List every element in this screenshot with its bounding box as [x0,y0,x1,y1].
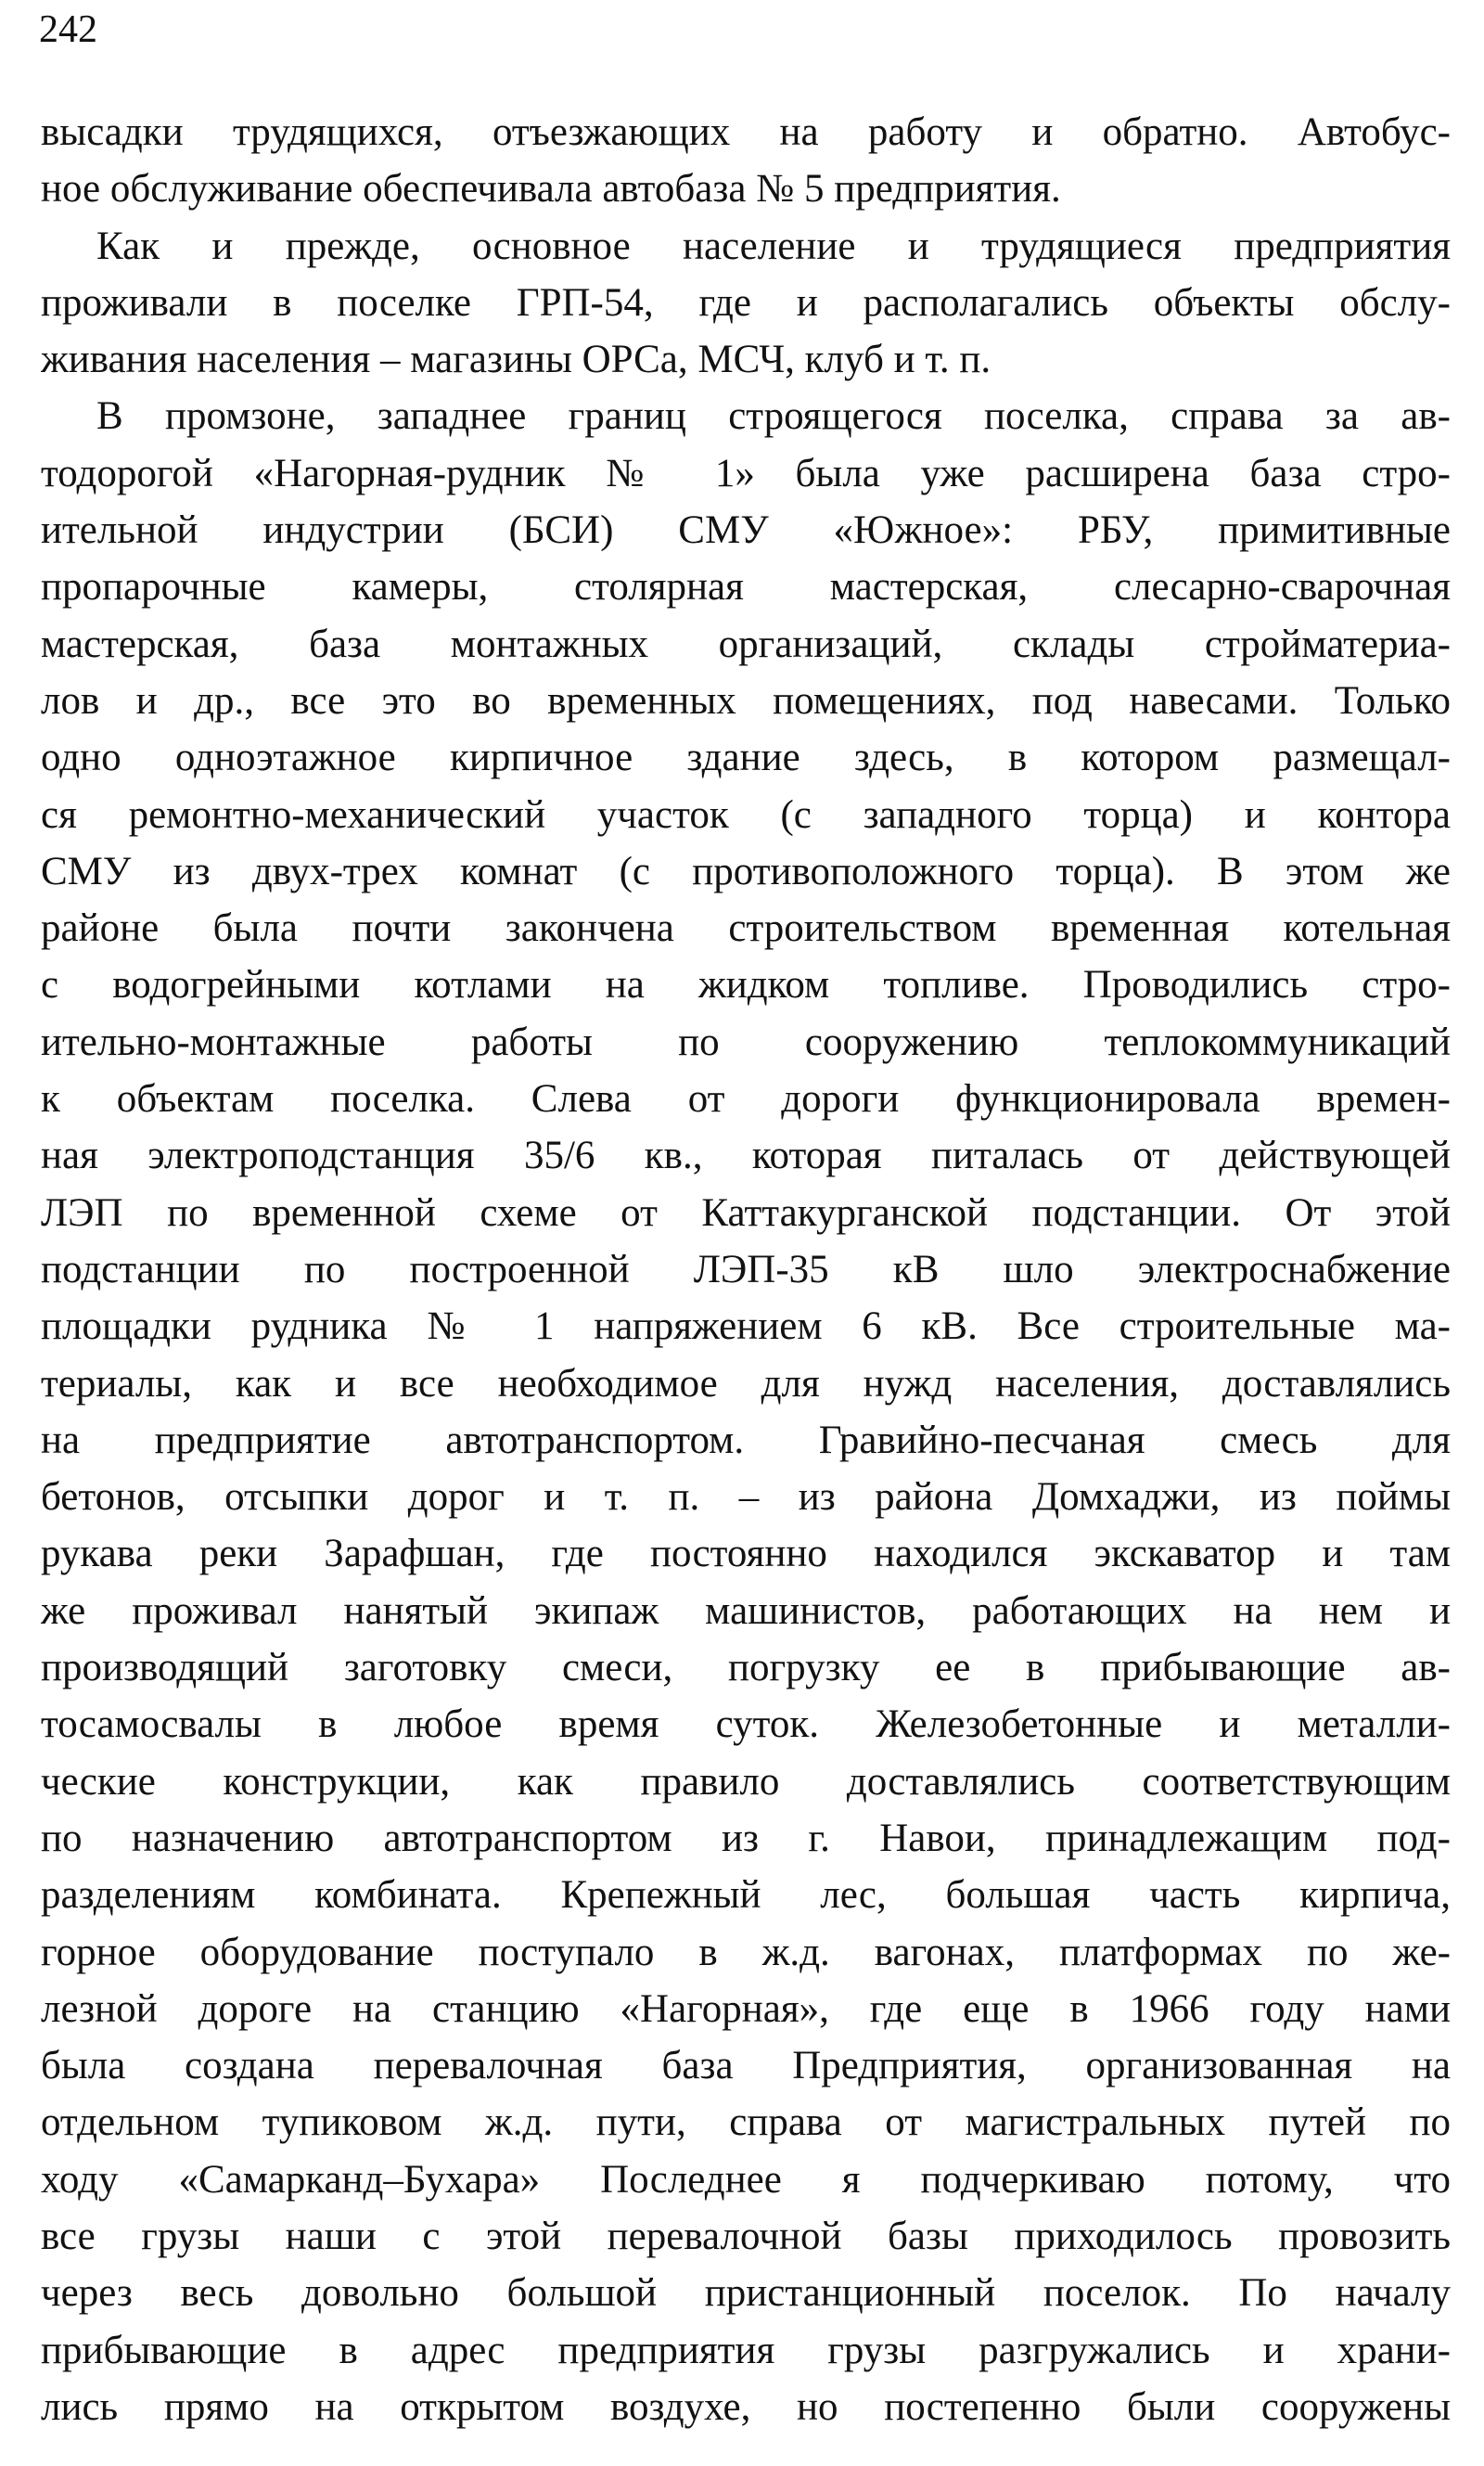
text-line: ительно-монтажные работы по сооружению теплокоммуникаций [41,1020,1451,1064]
text-line: лезной дороге на станцию «Нагорная», где еще в 1966 году нами [41,1986,1451,2031]
text-line: районе была почти закончена строительством временная котельная [41,906,1451,951]
text-line: лов и др., все это во временных помещениях, под навесами. Только [41,678,1451,723]
text-line: проживали в поселке ГРП-54, где и располагались объекты обслу- [41,280,1451,325]
text-line: отдельном тупиковом ж.д. пути, справа от магистральных путей по [41,2100,1451,2145]
text-line: через весь довольно большой пристанционный поселок. По началу [41,2271,1451,2316]
text-line: пропарочные камеры, столярная мастерская, слесарно-сварочная [41,565,1451,610]
text-line: СМУ из двух-трех комнат (с противоположного торца). В этом же [41,849,1451,893]
text-line: на предприятие автотранспортом. Гравийно-песчаная смесь для [41,1418,1451,1462]
text-line: живания населения – магазины ОРСа, МСЧ, клуб и т. п. [41,338,991,382]
text-line: разделениям комбината. Крепежный лес, большая часть кирпича, [41,1873,1451,1918]
text-line: прибывающие в адрес предприятия грузы разгружались и храни- [41,2328,1451,2372]
text-line: все грузы наши с этой перевалочной базы приходилось провозить [41,2214,1451,2258]
text-line: горное оборудование поступало в ж.д. вагонах, платформах по же- [41,1930,1451,1974]
text-line: производящий заготовку смеси, погрузку ее в прибывающие ав- [41,1646,1451,1690]
text-line: ходу «Самарканд–Бухара» Последнее я подчеркиваю потому, что [41,2157,1451,2202]
text-line: рукава реки Зарафшан, где постоянно находился экскаватор и там [41,1532,1451,1576]
text-line: по назначению автотранспортом из г. Навои, принадлежащим под- [41,1816,1451,1860]
text-line: подстанции по построенной ЛЭП-35 кВ шло электроснабжение [41,1247,1451,1291]
text-line: лись прямо на открытом воздухе, но постепенно были сооружены [41,2384,1451,2429]
page-number: 242 [39,8,97,51]
text-line: с водогрейными котлами на жидком топливе. Проводились стро- [41,963,1451,1008]
body-text [41,104,1451,2435]
text-line: ная электроподстанция 35/6 кв., которая питалась от действующей [41,1134,1451,1178]
text-line: бетонов, отсыпки дорог и т. п. – из района Домхаджи, из поймы [41,1475,1451,1520]
text-line: Как и прежде, основное население и трудящиеся предприятия [96,224,1451,268]
text-line: ЛЭП по временной схеме от Каттакурганской подстанции. От этой [41,1190,1451,1235]
text-line: ительной индустрии (БСИ) СМУ «Южное»: РБУ, примитивные [41,508,1451,553]
text-line: площадки рудника № 1 напряжением 6 кВ. Все строительные ма- [41,1304,1451,1349]
text-line: высадки трудящихся, отъезжающих на работу и обратно. Автобус- [41,110,1451,154]
text-line: В промзоне, западнее границ строящегося поселка, справа за ав- [96,394,1451,439]
text-line: тосамосвалы в любое время суток. Железобетонные и металли- [41,1702,1451,1747]
text-line: одно одноэтажное кирпичное здание здесь, в котором размещал- [41,736,1451,780]
text-line: териалы, как и все необходимое для нужд населения, доставлялись [41,1361,1451,1406]
text-line: ся ремонтно-механический участок (с западного торца) и контора [41,792,1451,837]
text-line: тодорогой «Нагорная-рудник № 1» была уже расширена база стро- [41,451,1451,495]
text-line: ческие конструкции, как правило доставлялись соответствующим [41,1759,1451,1804]
text-line: была создана перевалочная база Предприятия, организованная на [41,2044,1451,2088]
text-line: мастерская, база монтажных организаций, склады стройматериа- [41,622,1451,666]
text-line: ное обслуживание обеспечивала автобаза № 5 предприятия. [41,167,1061,212]
text-line: же проживал нанятый экипаж машинистов, работающих на нем и [41,1588,1451,1633]
text-line: к объектам поселка. Слева от дороги функционировала времен- [41,1077,1451,1122]
